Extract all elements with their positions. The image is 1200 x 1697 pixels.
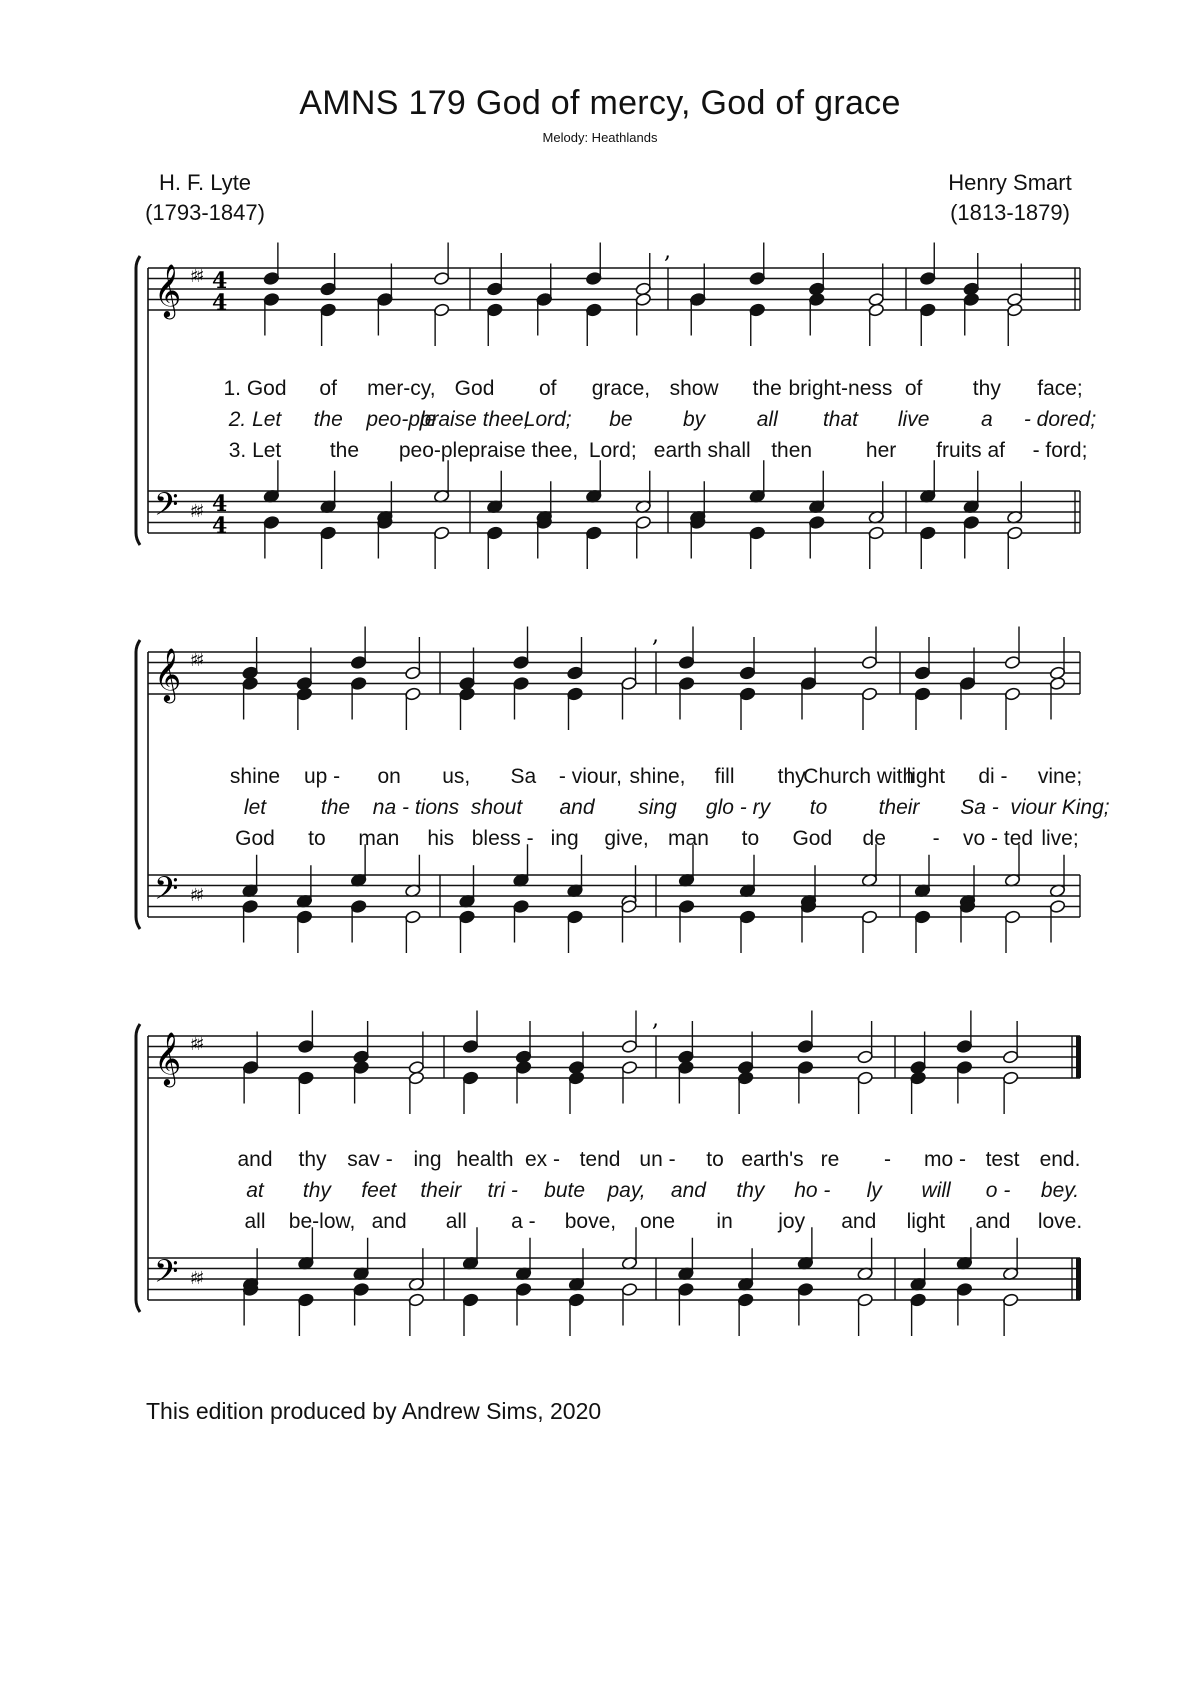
lyric-syllable: then bbox=[771, 439, 813, 462]
lyric-syllable: Lord; bbox=[588, 439, 637, 462]
lyric-syllable: bove, bbox=[564, 1210, 617, 1233]
lyric-syllable: their bbox=[878, 796, 920, 819]
lyric-syllable: love. bbox=[1037, 1210, 1083, 1233]
lyric-syllable: to bbox=[809, 796, 828, 819]
lyric-syllable: tend bbox=[579, 1148, 621, 1171]
lyric-syllable: give, bbox=[604, 827, 649, 850]
lyric-syllable: her bbox=[865, 439, 897, 462]
key-signature: ♯♯ bbox=[190, 1034, 202, 1055]
lyric-syllable: his bbox=[427, 827, 455, 850]
lyric-syllable: ho - bbox=[794, 1179, 831, 1202]
lyric-syllable: that bbox=[822, 408, 858, 431]
lyric-syllable: God bbox=[235, 827, 275, 850]
lyric-syllable: Lord; bbox=[523, 408, 572, 431]
lyric-syllable: ing bbox=[413, 1148, 442, 1171]
lyric-syllable: and bbox=[371, 1210, 407, 1233]
time-signature-bottom: 4 bbox=[212, 290, 228, 316]
lyric-syllable: the bbox=[329, 439, 360, 462]
lyric-syllable: health bbox=[456, 1148, 514, 1171]
author-name: H. F. Lyte bbox=[158, 170, 252, 195]
key-signature: ♯♯ bbox=[190, 501, 202, 522]
lyric-syllable: all bbox=[445, 1210, 467, 1233]
lyric-syllable: 1. God bbox=[223, 377, 287, 400]
lyric-syllable: by bbox=[682, 408, 706, 431]
lyric-syllable: thy bbox=[736, 1179, 765, 1202]
lyric-syllable: bless - bbox=[471, 827, 534, 850]
final-barline-thick bbox=[1076, 1258, 1081, 1300]
author-dates: (1793-1847) bbox=[145, 200, 265, 225]
bass-clef: 𝄢 bbox=[154, 486, 179, 530]
verse-1-line bbox=[0, 377, 1200, 405]
lyric-syllable: and bbox=[975, 1210, 1011, 1233]
lyric-syllable: de bbox=[862, 827, 886, 850]
lyric-syllable: to bbox=[706, 1148, 724, 1171]
verse-1-line bbox=[0, 1148, 1200, 1176]
lyric-syllable: show bbox=[669, 377, 719, 400]
breath-mark: , bbox=[652, 1007, 659, 1032]
bass-clef: 𝄢 bbox=[154, 870, 179, 914]
lyric-syllable: will bbox=[921, 1179, 951, 1202]
lyric-syllable: thy bbox=[777, 765, 806, 788]
melody-name: Melody: Heathlands bbox=[542, 130, 658, 145]
lyric-syllable: - bbox=[884, 1148, 891, 1171]
lyric-syllable: - bbox=[932, 827, 940, 850]
lyric-syllable: light bbox=[906, 1210, 946, 1233]
treble-clef: 𝄞 bbox=[154, 1031, 182, 1085]
lyric-syllable: mo - bbox=[924, 1148, 966, 1171]
lyric-syllable: bright-ness bbox=[788, 377, 893, 400]
lyric-syllable: tri - bbox=[487, 1179, 518, 1202]
lyric-syllable: Sa bbox=[510, 765, 537, 788]
lyric-syllable: - viour, bbox=[558, 765, 622, 788]
lyric-syllable: and bbox=[670, 1179, 706, 1202]
lyric-syllable: their bbox=[420, 1179, 462, 1202]
lyric-syllable: fruits af bbox=[936, 439, 1005, 462]
lyric-syllable: to bbox=[308, 827, 326, 850]
lyric-syllable: o - bbox=[985, 1179, 1011, 1202]
verse-3-line bbox=[0, 1210, 1200, 1238]
lyric-syllable: thy bbox=[972, 377, 1001, 400]
lyric-syllable: man bbox=[358, 827, 400, 850]
lyric-syllable: in bbox=[716, 1210, 733, 1233]
verse-1-line bbox=[0, 765, 1200, 793]
lyric-syllable: man bbox=[668, 827, 709, 850]
hymn-title: AMNS 179 God of mercy, God of grace bbox=[299, 84, 901, 122]
composer-name: Henry Smart bbox=[948, 170, 1072, 195]
lyric-syllable: 2. Let bbox=[228, 408, 282, 431]
lyric-syllable: God bbox=[792, 827, 833, 850]
lyric-syllable: thy bbox=[298, 1148, 327, 1171]
lyric-syllable: live; bbox=[1041, 827, 1079, 850]
lyric-syllable: peo-ple bbox=[366, 408, 437, 431]
lyric-syllable: and bbox=[841, 1210, 877, 1233]
lyric-syllable: let bbox=[243, 796, 267, 819]
time-signature-top: 4 bbox=[212, 491, 228, 517]
lyric-syllable: a - bbox=[511, 1210, 536, 1233]
treble-clef: 𝄞 bbox=[154, 263, 182, 317]
lyric-syllable: thy bbox=[302, 1179, 331, 1202]
lyric-syllable: end. bbox=[1039, 1148, 1081, 1171]
lyric-syllable: vine; bbox=[1037, 765, 1083, 788]
lyric-syllable: shine, bbox=[629, 765, 686, 788]
lyric-syllable: and bbox=[237, 1148, 273, 1171]
lyric-syllable: live bbox=[897, 408, 930, 431]
lyric-syllable: of bbox=[904, 377, 923, 400]
bass-clef: 𝄢 bbox=[154, 1253, 179, 1297]
lyric-syllable: Church with bbox=[803, 765, 915, 788]
lyric-syllable: di - bbox=[978, 765, 1008, 788]
lyric-syllable: and bbox=[559, 796, 595, 819]
lyric-syllable: praise thee, bbox=[468, 439, 579, 462]
lyric-syllable: ly bbox=[866, 1179, 882, 1202]
edition-credit: This edition produced by Andrew Sims, 2020 bbox=[146, 1398, 602, 1424]
verse-3-line bbox=[0, 827, 1200, 855]
lyric-syllable: joy bbox=[778, 1210, 806, 1233]
lyric-syllable: us, bbox=[442, 765, 471, 788]
verse-2-line bbox=[0, 796, 1200, 824]
lyric-syllable: shout bbox=[470, 796, 523, 819]
key-signature: ♯♯ bbox=[190, 650, 202, 671]
lyric-syllable: be bbox=[609, 408, 633, 431]
lyric-syllable: shine bbox=[229, 765, 281, 788]
key-signature: ♯♯ bbox=[190, 1268, 202, 1289]
lyric-syllable: one bbox=[639, 1210, 676, 1233]
lyric-syllable: na - tions bbox=[372, 796, 460, 819]
lyric-syllable: re bbox=[820, 1148, 840, 1171]
final-barline-thick bbox=[1076, 1036, 1081, 1078]
lyric-syllable: up - bbox=[303, 765, 341, 788]
lyric-syllable: vo - ted bbox=[963, 827, 1034, 850]
lyric-syllable: earth's bbox=[741, 1148, 804, 1171]
lyric-syllable: peo-ple bbox=[398, 439, 469, 462]
lyric-syllable: praise thee, bbox=[419, 408, 530, 431]
lyric-syllable: earth shall bbox=[653, 439, 751, 462]
lyric-syllable: light bbox=[906, 765, 946, 788]
lyric-syllable: grace, bbox=[591, 377, 651, 400]
lyric-syllable: be-low, bbox=[288, 1210, 356, 1233]
lyric-syllable: the bbox=[752, 377, 782, 400]
lyric-syllable: - dored; bbox=[1023, 408, 1097, 431]
verse-2-line bbox=[0, 408, 1200, 436]
lyric-syllable: mer-cy, bbox=[367, 377, 436, 400]
time-signature-bottom: 4 bbox=[212, 513, 228, 539]
lyric-syllable: the bbox=[313, 408, 343, 431]
key-signature: ♯♯ bbox=[190, 266, 202, 287]
lyric-syllable: pay, bbox=[607, 1179, 646, 1202]
lyric-syllable: of bbox=[538, 377, 557, 400]
lyric-syllable: bey. bbox=[1040, 1179, 1080, 1202]
lyric-syllable: the bbox=[320, 796, 351, 819]
lyric-syllable: all bbox=[244, 1210, 266, 1233]
lyric-syllable: God bbox=[454, 377, 495, 400]
lyric-syllable: on bbox=[377, 765, 401, 788]
lyric-syllable: a bbox=[980, 408, 993, 431]
breath-mark: , bbox=[652, 623, 659, 648]
treble-clef: 𝄞 bbox=[154, 647, 182, 701]
lyric-syllable: glo - ry bbox=[705, 796, 771, 819]
lyric-syllable: all bbox=[756, 408, 778, 431]
verse-3-line bbox=[0, 439, 1200, 467]
lyric-syllable: feet bbox=[361, 1179, 397, 1202]
composer-dates: (1813-1879) bbox=[950, 200, 1070, 225]
lyric-syllable: un - bbox=[639, 1148, 676, 1171]
lyric-syllable: face; bbox=[1037, 377, 1083, 400]
lyric-syllable: 3. Let bbox=[228, 439, 282, 462]
lyric-syllable: test bbox=[985, 1148, 1020, 1171]
lyric-syllable: bute bbox=[544, 1179, 586, 1202]
lyric-syllable: sav - bbox=[347, 1148, 393, 1171]
lyric-syllable: - ford; bbox=[1032, 439, 1088, 462]
lyric-syllable: fill bbox=[714, 765, 735, 788]
lyric-syllable: sing bbox=[638, 796, 677, 819]
lyric-syllable: of bbox=[319, 377, 337, 400]
lyric-syllable: at bbox=[246, 1179, 264, 1202]
time-signature-top: 4 bbox=[212, 268, 228, 294]
key-signature: ♯♯ bbox=[190, 885, 202, 906]
verse-2-line bbox=[0, 1179, 1200, 1207]
lyric-syllable: ing bbox=[550, 827, 579, 850]
breath-mark: , bbox=[664, 239, 671, 264]
lyric-syllable: Sa - bbox=[960, 796, 999, 819]
lyric-syllable: viour King; bbox=[1010, 796, 1110, 819]
lyric-syllable: ex - bbox=[524, 1148, 561, 1171]
lyric-syllable: to bbox=[741, 827, 760, 850]
